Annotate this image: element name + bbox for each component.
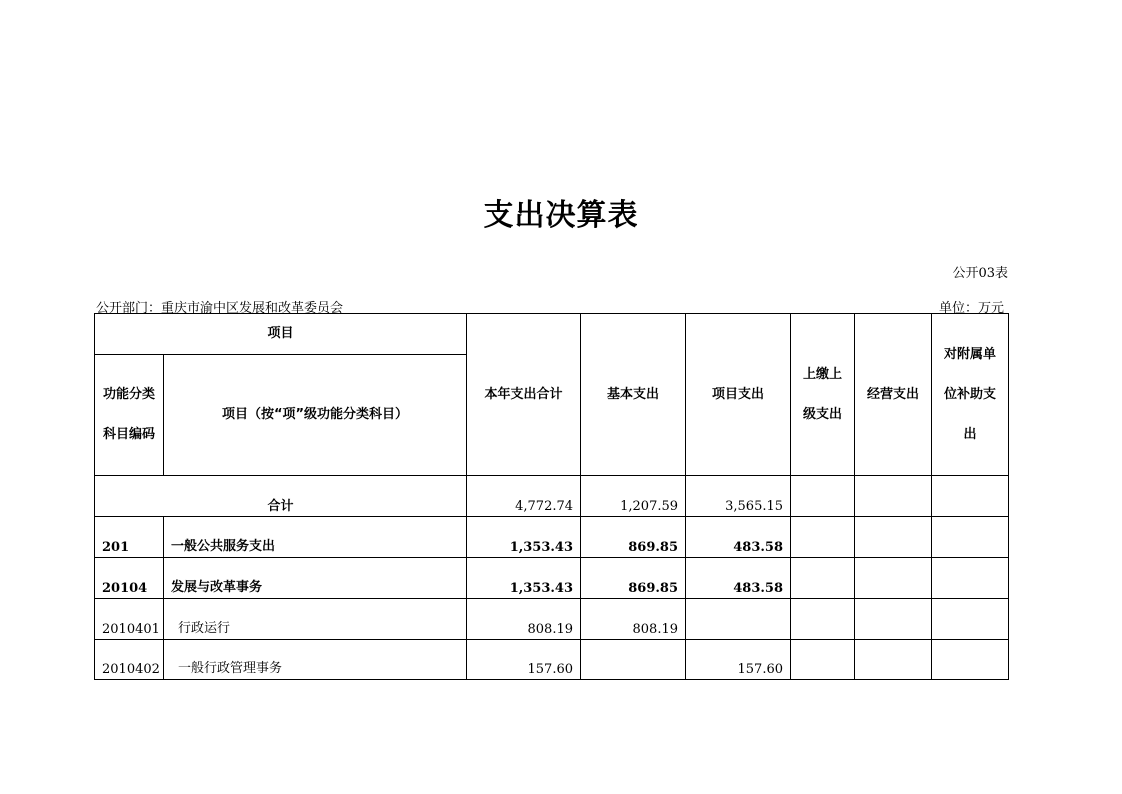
total-label: 合计 [95, 476, 467, 517]
row-business [855, 517, 932, 558]
row-total: 157.60 [467, 640, 581, 680]
header-upper-line-1: 上缴上 [803, 366, 843, 382]
row-basic [581, 640, 686, 680]
department-label: 公开部门：重庆市渝中区发展和改革委员会 [96, 301, 344, 316]
row-total: 1,353.43 [467, 517, 581, 558]
row-project: 483.58 [686, 517, 791, 558]
table-row [95, 599, 1009, 640]
row-upper [791, 599, 855, 640]
row-name: 一般公共服务支出 [164, 517, 467, 558]
row-upper [791, 558, 855, 599]
row-code: 20104 [95, 558, 164, 599]
header-upper-line-2: 级支出 [803, 406, 843, 422]
table-row [95, 517, 1009, 558]
table-row [95, 558, 1009, 599]
row-basic: 808.19 [581, 599, 686, 640]
row-subsidy [932, 640, 1009, 680]
row-total: 808.19 [467, 599, 581, 640]
header-business: 经营支出 [855, 314, 932, 476]
total-cell-project: 3,565.15 [686, 476, 791, 517]
row-code: 201 [95, 517, 164, 558]
header-subsidy-line-3: 出 [963, 426, 977, 442]
unit-label: 单位：万元 [938, 301, 1004, 316]
row-project: 483.58 [686, 558, 791, 599]
row-total: 1,353.43 [467, 558, 581, 599]
header-row-1 [95, 314, 1009, 355]
header-subsidy-line-2: 位补助支 [944, 386, 997, 402]
row-upper [791, 517, 855, 558]
header-code-line-2: 科目编码 [102, 427, 155, 442]
total-cell-basic: 1,207.59 [581, 476, 686, 517]
header-code-line-1: 功能分类 [102, 387, 155, 402]
row-subsidy [932, 517, 1009, 558]
header-upper [791, 314, 855, 476]
header-item-name: 项目（按“项”级功能分类科目） [164, 355, 467, 476]
row-business [855, 599, 932, 640]
row-code: 2010401 [95, 599, 164, 640]
total-row [95, 476, 1009, 517]
total-cell-upper [791, 476, 855, 517]
row-name: 发展与改革事务 [164, 558, 467, 599]
header-subsidy-line-1: 对附属单 [944, 346, 997, 362]
row-business [855, 640, 932, 680]
page-title: 支出决算表 [483, 198, 639, 233]
row-code: 2010402 [95, 640, 164, 680]
row-basic: 869.85 [581, 517, 686, 558]
total-cell-business [855, 476, 932, 517]
header-code [95, 355, 164, 476]
row-business [855, 558, 932, 599]
header-item-group: 项目 [95, 314, 467, 355]
form-number: 公开03表 [952, 266, 1008, 281]
row-basic: 869.85 [581, 558, 686, 599]
row-project [686, 599, 791, 640]
header-basic: 基本支出 [581, 314, 686, 476]
total-cell-total: 4,772.74 [467, 476, 581, 517]
expenditure-table [94, 313, 1009, 680]
header-project: 项目支出 [686, 314, 791, 476]
row-name: 一般行政管理事务 [164, 640, 467, 680]
header-subsidy [932, 314, 1009, 476]
table-row [95, 640, 1009, 680]
row-upper [791, 640, 855, 680]
row-name: 行政运行 [164, 599, 467, 640]
total-cell-subsidy [932, 476, 1009, 517]
row-subsidy [932, 558, 1009, 599]
row-project: 157.60 [686, 640, 791, 680]
header-total: 本年支出合计 [467, 314, 581, 476]
row-subsidy [932, 599, 1009, 640]
